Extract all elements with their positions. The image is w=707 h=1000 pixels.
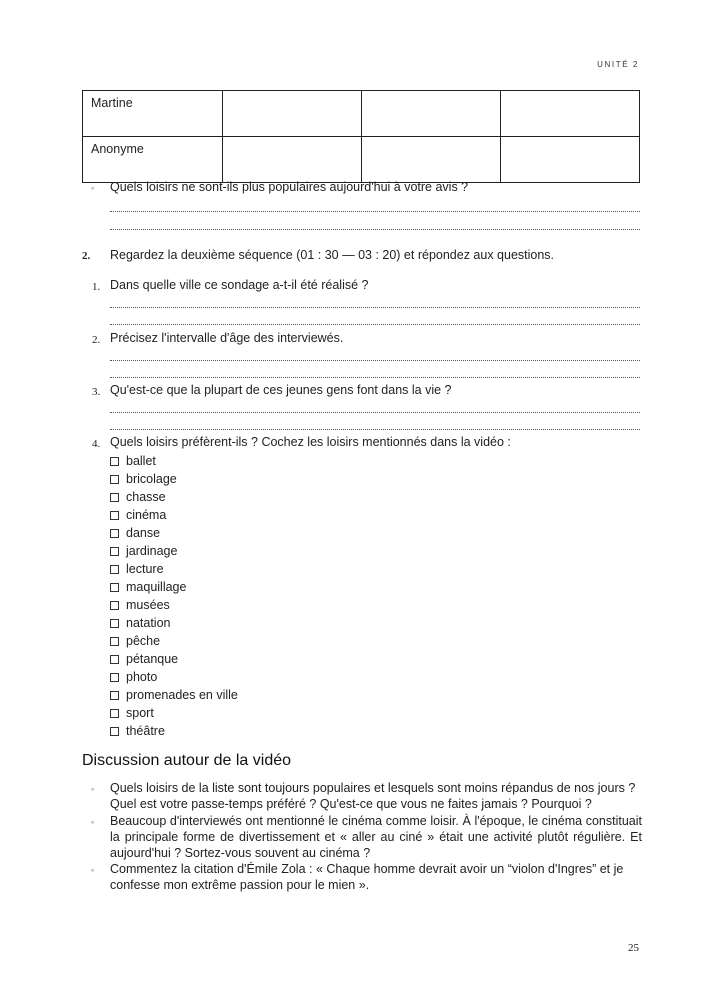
table-cell[interactable] — [501, 137, 640, 183]
question-number: 2. — [92, 334, 101, 346]
answer-line[interactable] — [110, 429, 640, 430]
hobby-label: pétanque — [126, 652, 179, 666]
hobby-label: sport — [126, 706, 154, 720]
table-row — [83, 91, 640, 137]
table-cell[interactable] — [362, 137, 501, 183]
list-item — [110, 524, 238, 542]
table-row-name: Anonyme — [83, 137, 223, 183]
checkbox[interactable] — [110, 475, 119, 484]
checkbox[interactable] — [110, 619, 119, 628]
question-number: 4. — [92, 438, 101, 450]
checkbox[interactable] — [110, 655, 119, 664]
bullet-icon: ◦ — [91, 183, 95, 193]
answer-line[interactable] — [110, 324, 640, 325]
hobby-label: jardinage — [126, 544, 178, 558]
question-number: 3. — [92, 386, 101, 398]
bullet-icon: ◦ — [91, 865, 95, 875]
checkbox[interactable] — [110, 529, 119, 538]
hobby-label: théâtre — [126, 724, 165, 738]
discussion-item — [110, 780, 642, 812]
table-cell[interactable] — [501, 91, 640, 137]
section-instruction: Regardez la deuxième séquence (01 : 30 — 03 : 20) et répondez aux questions. — [110, 248, 555, 262]
list-item — [110, 650, 238, 668]
hobby-label: natation — [126, 616, 171, 630]
checkbox[interactable] — [110, 547, 119, 556]
list-item — [110, 722, 238, 740]
answer-line[interactable] — [110, 360, 640, 361]
discussion-item — [110, 861, 642, 893]
section-title: Discussion autour de la vidéo — [82, 752, 292, 769]
hobby-label: maquillage — [126, 580, 187, 594]
hobby-label: ballet — [126, 454, 156, 468]
list-item — [110, 596, 238, 614]
discussion-line: la principale forme de divertissement et « aller au ciné » était une activité plutôt régulière. Et — [110, 830, 642, 844]
bullet-icon: ◦ — [91, 784, 95, 794]
checkbox[interactable] — [110, 511, 119, 520]
hobby-label: pêche — [126, 634, 161, 648]
list-item — [110, 668, 238, 686]
checkbox[interactable] — [110, 601, 119, 610]
table-cell[interactable] — [362, 91, 501, 137]
question-text: Qu'est-ce que la plupart de ces jeunes gens font dans la vie ? — [110, 383, 452, 397]
checkbox[interactable] — [110, 565, 119, 574]
question-text: Dans quelle ville ce sondage a-t-il été réalisé ? — [110, 278, 369, 292]
checkbox[interactable] — [110, 583, 119, 592]
question-text: Quels loisirs préfèrent-ils ? Cochez les loisirs mentionnés dans la vidéo : — [110, 435, 511, 449]
hobby-label: chasse — [126, 490, 166, 504]
section-number: 2. — [82, 250, 91, 262]
page-number: 25 — [628, 942, 639, 954]
table-cell[interactable] — [223, 91, 362, 137]
bullet-icon: ◦ — [91, 817, 95, 827]
hobby-label: photo — [126, 670, 158, 684]
list-item — [110, 578, 238, 596]
list-item — [110, 560, 238, 578]
response-table — [82, 90, 640, 183]
discussion-line: Quels loisirs de la liste sont toujours populaires et lesquels sont moins répandus de nos jours ? — [110, 781, 636, 795]
checkbox[interactable] — [110, 673, 119, 682]
discussion-line: aujourd'hui ? Sortez-vous souvent au cinéma ? — [110, 846, 371, 860]
answer-line[interactable] — [110, 307, 640, 308]
checkbox[interactable] — [110, 709, 119, 718]
list-item — [110, 704, 238, 722]
answer-line[interactable] — [110, 412, 640, 413]
answer-line[interactable] — [110, 377, 640, 378]
answer-line[interactable] — [110, 211, 640, 212]
list-item — [110, 470, 238, 488]
list-item — [110, 452, 238, 470]
discussion-line: Quel est votre passe-temps préféré ? Qu'est-ce que vous ne faites jamais ? Pourquoi ? — [110, 797, 592, 811]
question-text: Quels loisirs ne sont-ils plus populaires aujourd'hui à votre avis ? — [110, 180, 469, 194]
discussion-item — [110, 813, 642, 861]
list-item — [110, 542, 238, 560]
checkbox[interactable] — [110, 457, 119, 466]
checkbox[interactable] — [110, 691, 119, 700]
table-row — [83, 137, 640, 183]
question-text: Précisez l'intervalle d'âge des interviewés. — [110, 331, 344, 345]
hobby-label: promenades en ville — [126, 688, 238, 702]
hobby-label: lecture — [126, 562, 164, 576]
hobby-checklist — [110, 452, 238, 740]
hobby-label: musées — [126, 598, 170, 612]
discussion-line: confesse mon extrême passion pour le mien ». — [110, 878, 370, 892]
list-item — [110, 488, 238, 506]
list-item — [110, 686, 238, 704]
question-number: 1. — [92, 281, 101, 293]
discussion-line: Commentez la citation d'Émile Zola : « Chaque homme devrait avoir un “violon d'Ingres” et je — [110, 862, 624, 876]
hobby-label: bricolage — [126, 472, 177, 486]
hobby-label: cinéma — [126, 508, 167, 522]
checkbox[interactable] — [110, 637, 119, 646]
list-item — [110, 614, 238, 632]
hobby-label: danse — [126, 526, 161, 540]
table-cell[interactable] — [223, 137, 362, 183]
unit-header: UNITÉ 2 — [597, 60, 639, 69]
checkbox[interactable] — [110, 727, 119, 736]
checkbox[interactable] — [110, 493, 119, 502]
list-item — [110, 506, 238, 524]
table-row-name: Martine — [83, 91, 223, 137]
list-item — [110, 632, 238, 650]
discussion-line: Beaucoup d'interviewés ont mentionné le cinéma comme loisir. À l'époque, le cinéma constituait — [110, 814, 642, 828]
answer-line[interactable] — [110, 229, 640, 230]
